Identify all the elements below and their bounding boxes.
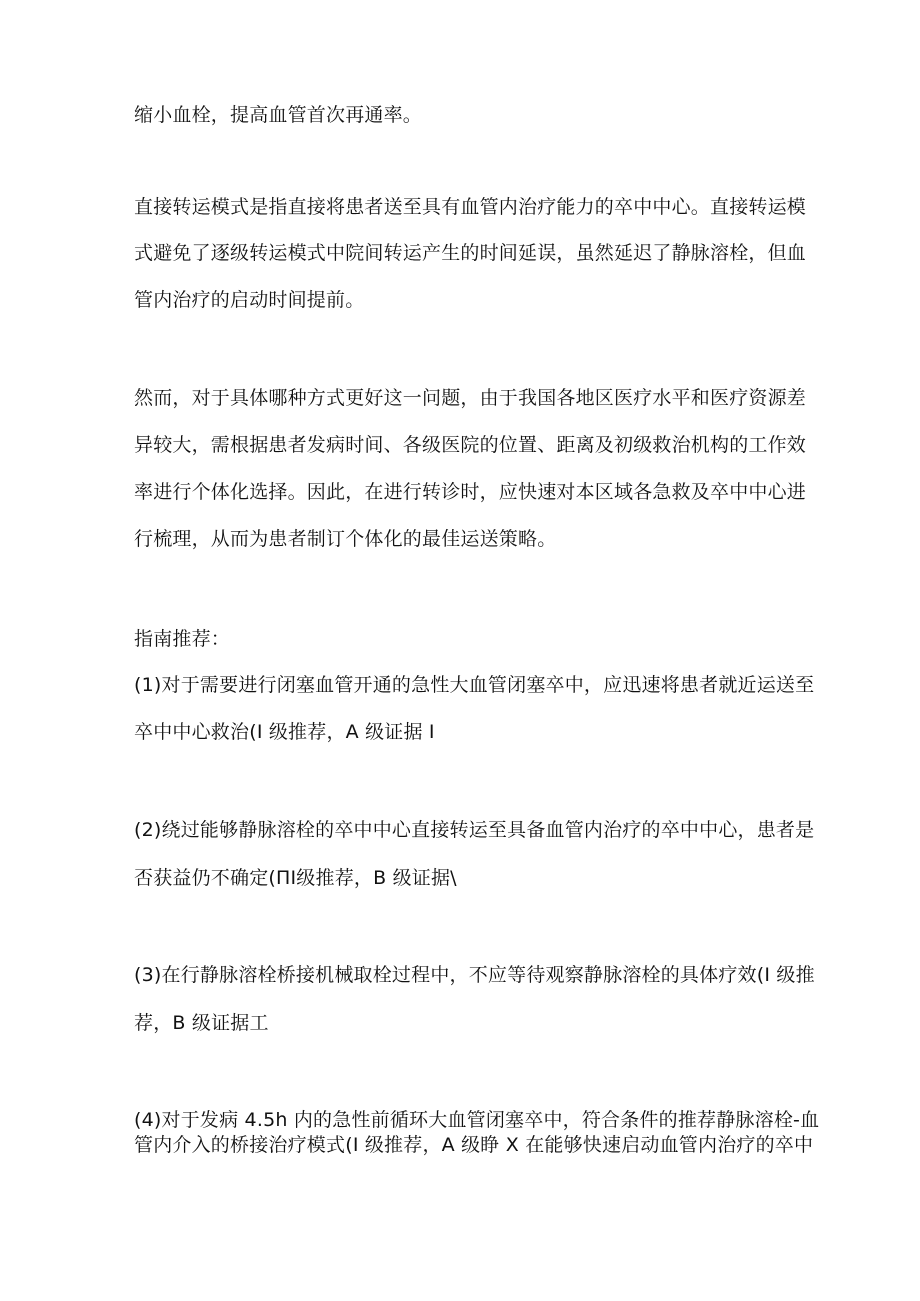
text-line: 直接转运模式是指直接将患者送至具有血管内治疗能力的卒中中心。直接转运模 xyxy=(134,196,807,218)
text-line: (3)在行静脉溶栓桥接机械取栓过程中，不应等待观察静脉溶栓的具体疗效(I 级推 xyxy=(134,964,815,986)
text-line: 行梳理，从而为患者制订个体化的最佳运送策略。 xyxy=(134,528,557,550)
section-heading: 指南推荐： xyxy=(134,628,231,650)
text-line: 卒中中心救治(I 级推荐，A 级证据 I xyxy=(134,721,435,743)
text-line: (1)对于需要进行闭塞血管开通的急性大血管闭塞卒中，应迅速将患者就近运送至 xyxy=(134,674,815,696)
text-line: 式避免了逐级转运模式中院间转运产生的时间延误，虽然延迟了静脉溶栓，但血 xyxy=(134,242,807,264)
text-line: 管内介入的桥接治疗模式(I 级推荐，A 级睁 X 在能够快速启动血管内治疗的卒中 xyxy=(134,1134,814,1156)
text-line: 管内治疗的启动时间提前。 xyxy=(134,289,365,311)
text-line: (2)绕过能够静脉溶栓的卒中中心直接转运至具备血管内治疗的卒中中心，患者是 xyxy=(134,819,815,841)
text-line: 缩小血栓，提高血管首次再通率。 xyxy=(134,104,423,126)
text-line: 异较大，需根据患者发病时间、各级医院的位置、距离及初级救治机构的工作效 xyxy=(134,434,807,456)
text-line: 否获益仍不确定(ΠI级推荐，B 级证据\ xyxy=(134,867,457,889)
text-line: (4)对于发病 4.5h 内的急性前循环大血管闭塞卒中，符合条件的推荐静脉溶栓-血 xyxy=(134,1109,820,1131)
text-line: 然而，对于具体哪种方式更好这一问题，由于我国各地区医疗水平和医疗资源差 xyxy=(134,387,807,409)
text-line: 率进行个体化选择。因此，在进行转诊时，应快速对本区域各急救及卒中中心进 xyxy=(134,481,807,503)
text-line: 荐，B 级证据工 xyxy=(134,1012,269,1034)
